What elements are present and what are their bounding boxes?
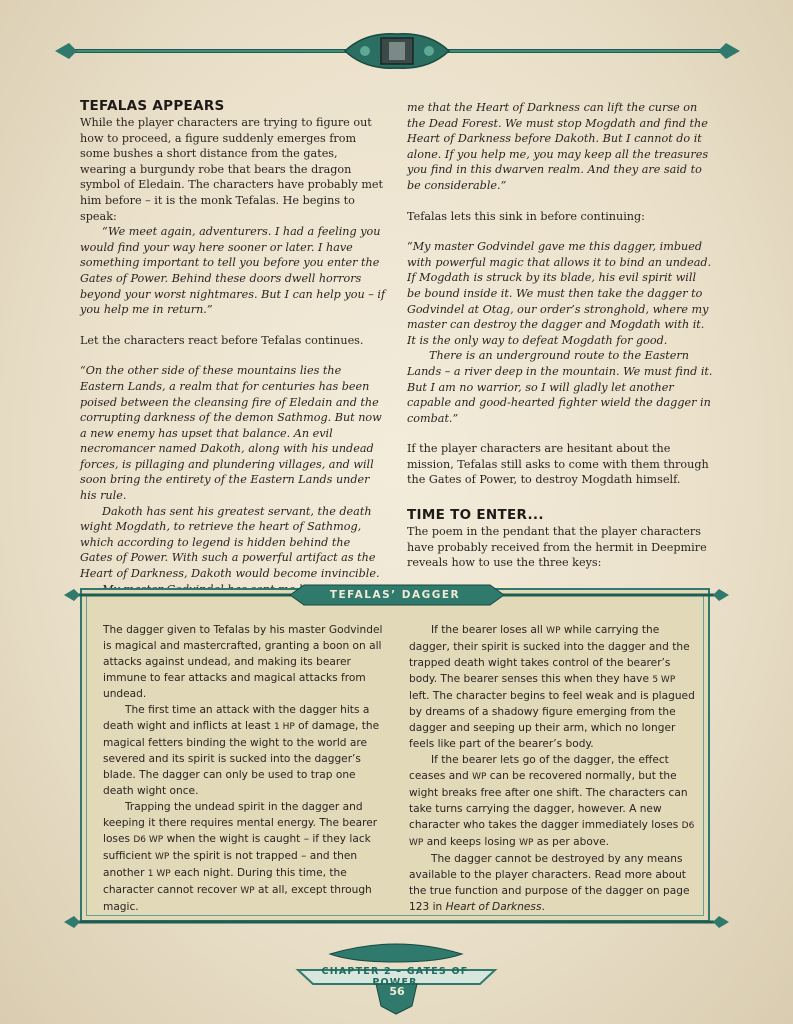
sidebar-right-column: [409, 622, 696, 915]
quote-paragraph: me that the Heart of Darkness can lift the curse on the Dead Forest. We must stop Mogdath and find the Heart of Darkness before Dakoth. But I cannot do it alone. If you help me, you may keep all the treasures you find in this dwarven realm. And they are said to be considerable.”: [407, 101, 709, 192]
top-ornament: [55, 30, 740, 72]
quote-paragraph: There is an underground route to the Eastern Lands – a river deep in the mountain. We must find it. But I am no warrior, so I will gladly let another capable and good-hearted fighter wield the dagger in combat.”: [407, 349, 713, 425]
sidebar-left-column: [103, 622, 386, 915]
paragraph: The poem in the pendant that the player characters have probably received from the hermit in Deepmire reveals how to use the three keys:: [407, 525, 707, 570]
paragraph: Tefalas lets this sink in before continuing:: [407, 209, 645, 223]
heading-time-to-enter: TIME TO ENTER...: [407, 507, 544, 524]
paragraph: While the player characters are trying to figure out how to proceed, a figure suddenly emerges from some bushes a short distance from the gates, wearing a burgundy robe that bears the dragon symbol of Eledain. The characters have probably met him before – it is the monk Tefalas. He begins to speak:: [80, 116, 384, 223]
sidebar-paragraph: If the bearer loses all WP while carrying the dagger, their spirit is sucked into the dagger and the trapped death wight takes control of the bearer’s body. The bearer senses this when they have 5 WP left. The character begins to feel weak and is plagued by dreams of a shadowy figure emerging from the dagger and seeping up their arm, which no longer feels like part of the bearer’s body.: [409, 624, 695, 750]
sidebar-paragraph: If the bearer lets go of the dagger, the effect ceases and WP can be recovered normally, but the wight breaks free after one shift. The characters can take turns carrying the dagger, however. A new character who takes the dagger immediately loses D6 WP and keeps losing WP as per above.: [409, 754, 695, 848]
sidebar-paragraph: Trapping the undead spirit in the dagger and keeping it there requires mental energy. The bearer loses D6 WP when the wight is caught – if they lack sufficient WP the spirit is not trapped – and then another 1 WP each night. During this time, the character cannot recover WP at all, except through magic.: [103, 801, 378, 913]
sidebar-paragraph: The dagger given to Tefalas by his master Godvindel is magical and mastercrafted, granting a boon on all attacks against undead, and making its bearer immune to fear attacks and magical attacks from undead.: [103, 624, 383, 700]
sidebar-paragraph: The first time an attack with the dagger hits a death wight and inflicts at least 1 HP of damage, the magical fetters binding the wight to the world are severed and its spirit is sucked into the dagger’s blade. The dagger can only be used to trap one death wight once.: [103, 704, 380, 797]
quote-paragraph: “My master Godvindel gave me this dagger, imbued with powerful magic that allows it to bind an undead. If Mogdath is struck by its blade, his evil spirit will be bound inside it. We must then take the dagger to Godvindel at Otag, our order’s stronghold, where my master can destroy the dagger and Mogdath with it. It is the only way to defeat Mogdath for good.: [407, 240, 712, 347]
right-column: [407, 100, 713, 571]
sidebar-title: TEFALAS’ DAGGER: [329, 589, 461, 601]
quote-paragraph: “We meet again, adventurers. I had a feeling you would find your way here sooner or later. I have something important to tell you before you enter the Gates of Power. Behind these doors dwell horrors beyond your worst nightmares. But I can help you – if you help me in return.”: [80, 225, 386, 317]
page-number: 56: [389, 985, 405, 998]
quote-paragraph: “On the other side of these mountains lies the Eastern Lands, a realm that for centuries has been poised between the cleansing fire of Eledain and the corrupting darkness of the demon Sathmog. But now a new enemy has upset that balance. An evil necromancer named Dakoth, along with his undead forces, is pillaging and plundering villages, and will soon bring the entirety of the Eastern Lands under his rule.: [80, 364, 382, 503]
footer-chapter: CHAPTER 2 – GATES OF POWER: [321, 966, 469, 988]
paragraph: If the player characters are hesitant about the mission, Tefalas still asks to come with them through the Gates of Power, to destroy Mogdath himself.: [407, 442, 709, 487]
quote-paragraph: Dakoth has sent his greatest servant, the death wight Mogdath, to retrieve the heart of Sathmog, which according to legend is hidden behind the Gates of Power. With such a powerful artifact as the Heart of Darkness, Dakoth would become invincible.: [80, 504, 380, 581]
left-column: [80, 97, 386, 628]
box-bottom-ornament: [64, 912, 729, 932]
sidebar-paragraph: The dagger cannot be destroyed by any means available to the player characters. Read more about the true function and purpose of the dagger on page 123 in Heart of Darkness.: [409, 853, 690, 913]
heading-tefalas-appears: TEFALAS APPEARS: [80, 98, 225, 114]
paragraph: Let the characters react before Tefalas continues.: [80, 333, 364, 347]
